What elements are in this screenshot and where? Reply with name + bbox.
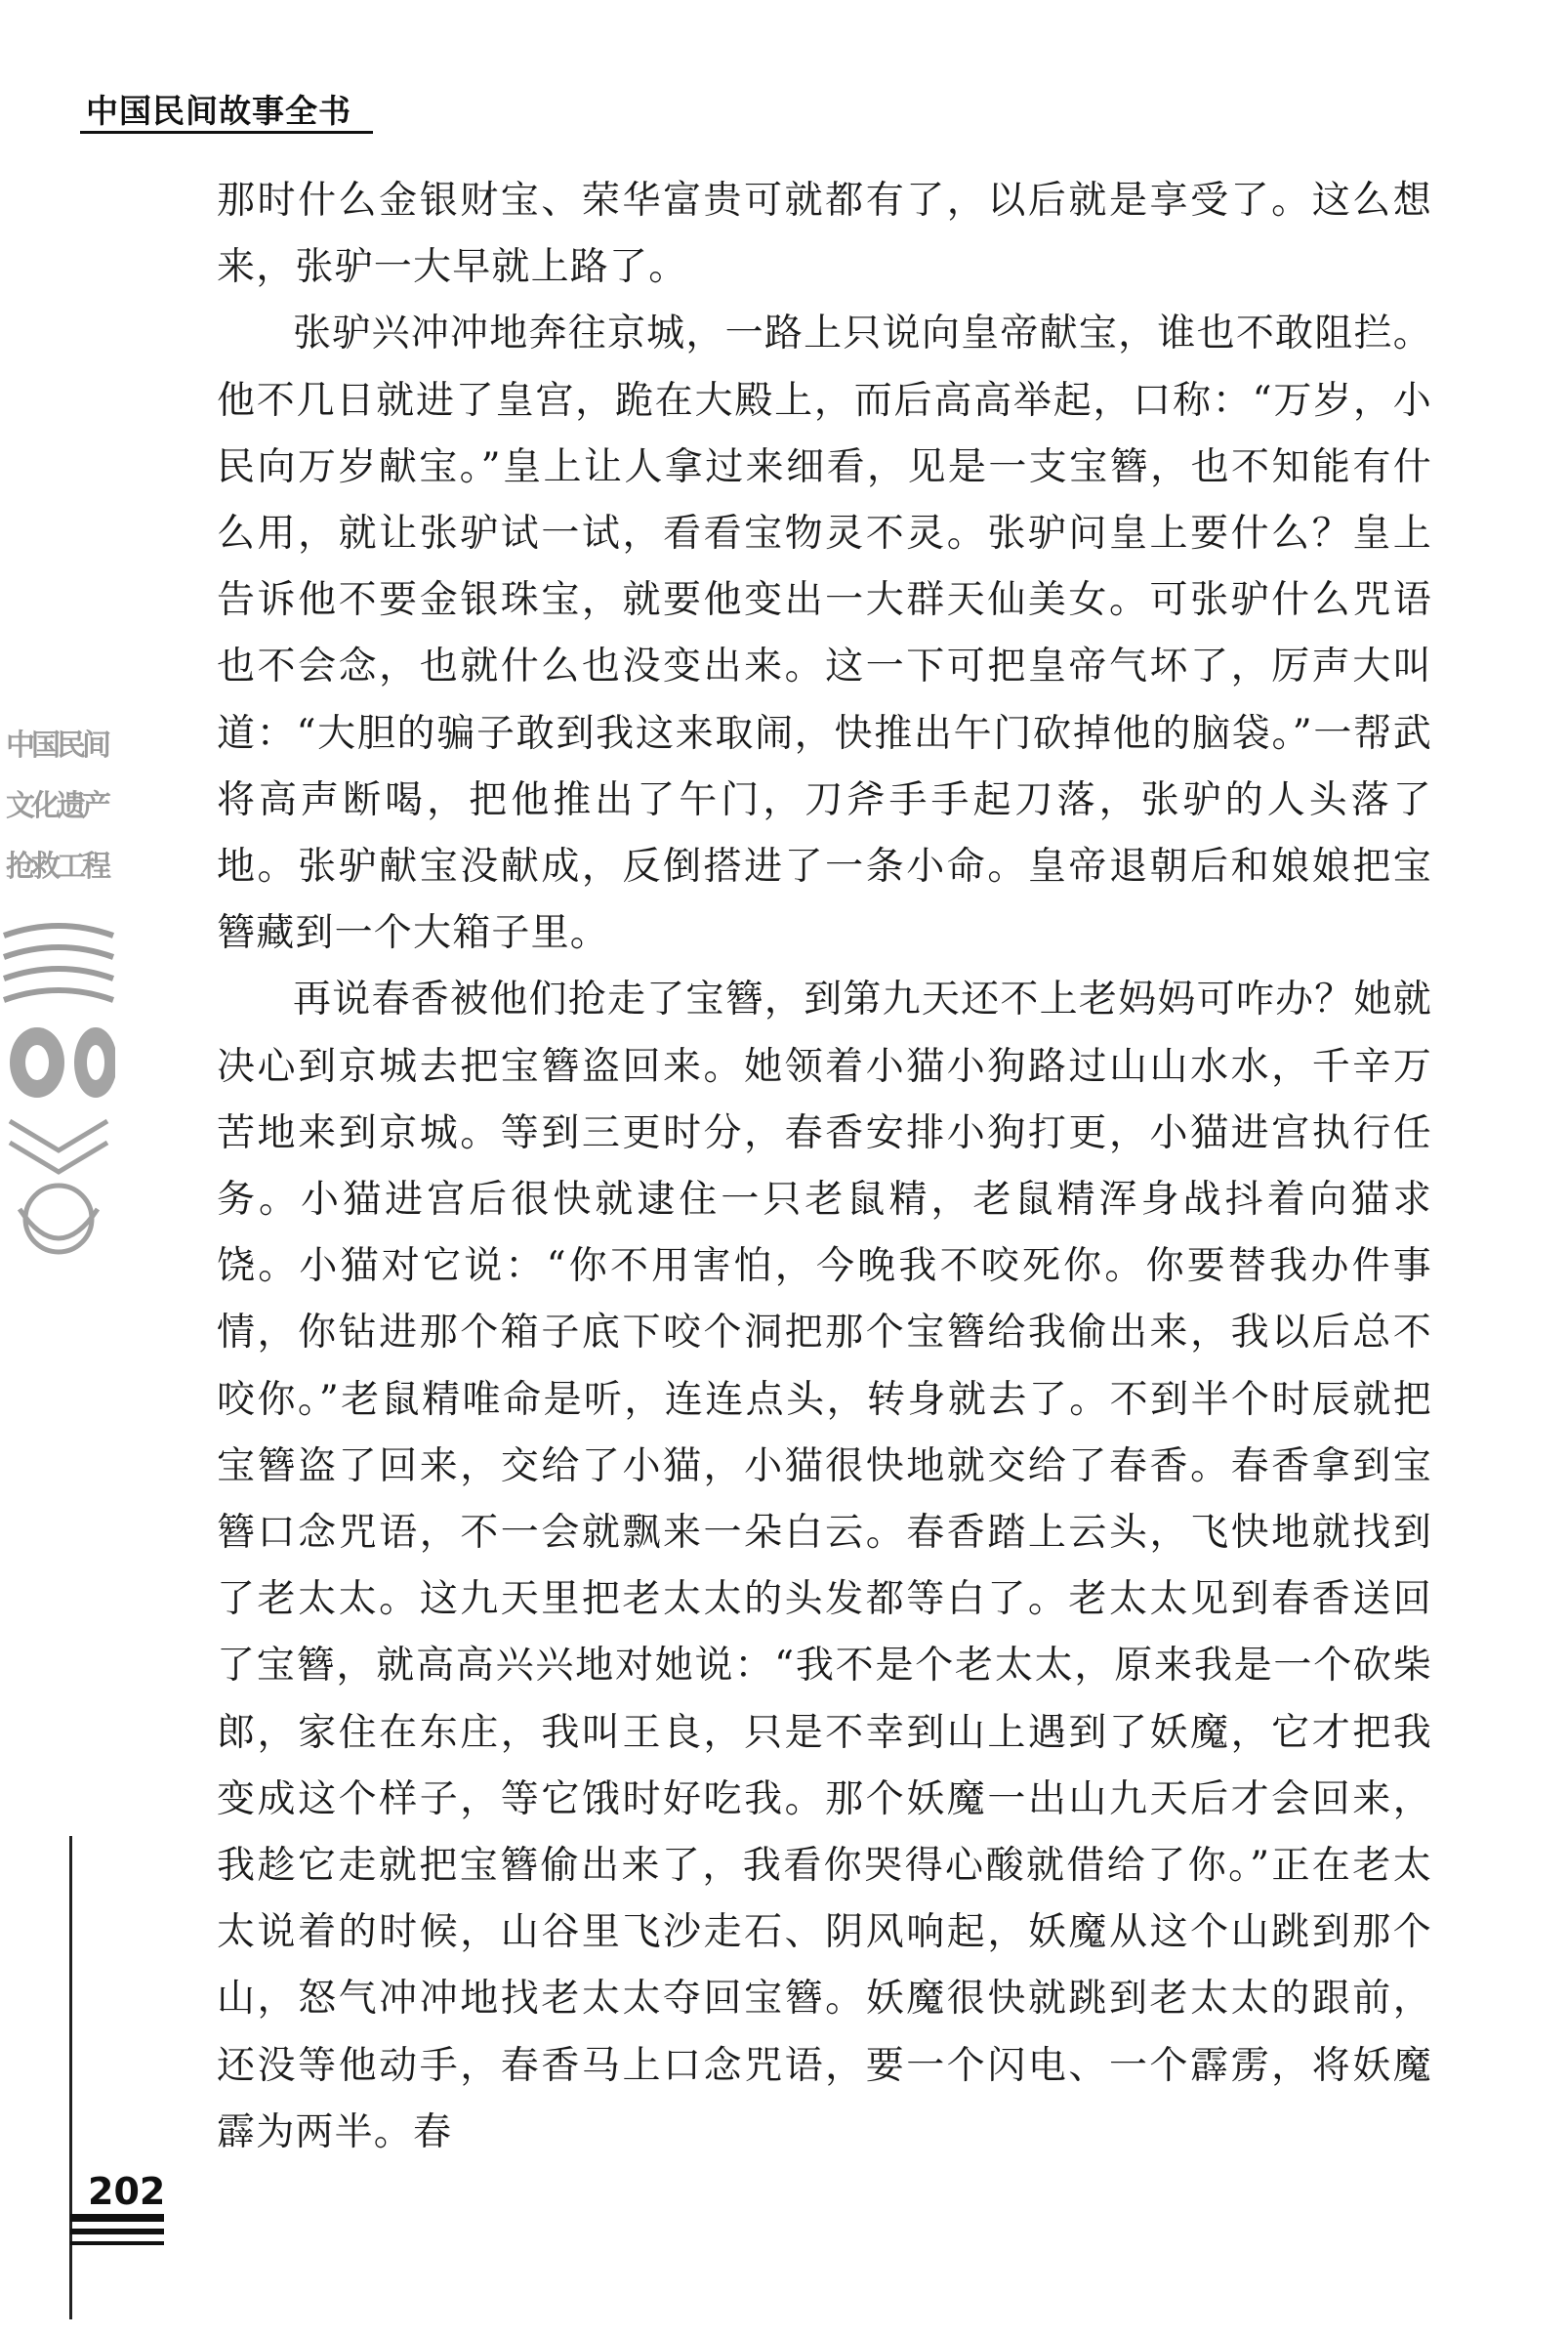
paragraph: 那时什么金银财宝、荣华富贵可就都有了，以后就是享受了。这么想来，张驴一大早就上路了。 [217, 179, 1432, 290]
logo-line: 抢救工程 [6, 850, 107, 884]
logo-line: 中国民间 [6, 729, 107, 763]
page-number-rule [70, 2214, 164, 2222]
running-header: 中国民间故事全书 [86, 92, 351, 130]
body-text [217, 168, 1432, 2166]
logo-line: 文化遗产 [6, 789, 107, 823]
margin-rule [69, 1836, 72, 2319]
mask-ornament-icon [0, 916, 115, 1277]
page-number-rule [70, 2241, 164, 2245]
header-rule [80, 131, 373, 134]
paragraph: 张驴兴冲冲地奔往京城，一路上只说向皇帝献宝，谁也不敢阻拦。他不几日就进了皇宫，跪在大殿上，而后高高举起，口称：“万岁，小民向万岁献宝。”皇上让人拿过来细看，见是一支宝簪，也不知能有什么用，就让张驴试一试，看看宝物灵不灵。张驴问皇上要什么？皇上告诉他不要金银珠宝，就要他变出一大群天仙美女。可张驴什么咒语也不会念，也就什么也没变出来。这一下可把皇帝气坏了，厉声大叫道：“大胆的骗子敢到我这来取闹，快推出午门砍掉他的脑袋。”一帮武将高声断喝，把他推出了午门，刀斧手手起刀落，张驴的人头落了地。张驴献宝没献成，反倒搭进了一条小命。皇帝退朝后和娘娘把宝簪藏到一个大箱子里。 [217, 312, 1432, 956]
page-number: 202 [88, 2170, 166, 2213]
heritage-project-logo [0, 721, 115, 1287]
page-number-rule [70, 2229, 164, 2234]
paragraph: 再说春香被他们抢走了宝簪，到第九天还不上老妈妈可咋办？她就决心到京城去把宝簪盗回来。她领着小猫小狗路过山山水水，千辛万苦地来到京城。等到三更时分，春香安排小狗打更，小猫进宫执行任务。小猫进宫后很快就逮住一只老鼠精，老鼠精浑身战抖着向猫求饶。小猫对它说：“你不用害怕，今晚我不咬死你。你要替我办件事情，你钻进那个箱子底下咬个洞把那个宝簪给我偷出来，我以后总不咬你。”老鼠精唯命是听，连连点头，转身就去了。不到半个时辰就把宝簪盗了回来，交给了小猫，小猫很快地就交给了春香。春香拿到宝簪口念咒语，不一会就飘来一朵白云。春香踏上云头，飞快地就找到了老太太。这九天里把老太太的头发都等白了。老太太见到春香送回了宝簪，就高高兴兴地对她说：“我不是个老太太，原来我是一个砍柴郎，家住在东庄，我叫王良，只是不幸到山上遇到了妖魔，它才把我变成这个样子，等它饿时好吃我。那个妖魔一出山九天后才会回来，我趁它走就把宝簪偷出来了，我看你哭得心酸就借给了你。”正在老太太说着的时候，山谷里飞沙走石、阴风响起，妖魔从这个山跳到那个山，怒气冲冲地找老太太夺回宝簪。妖魔很快就跳到老太太的跟前，还没等他动手，春香马上口念咒语，要一个闪电、一个霹雳，将妖魔霹为两半。春 [217, 978, 1432, 2154]
